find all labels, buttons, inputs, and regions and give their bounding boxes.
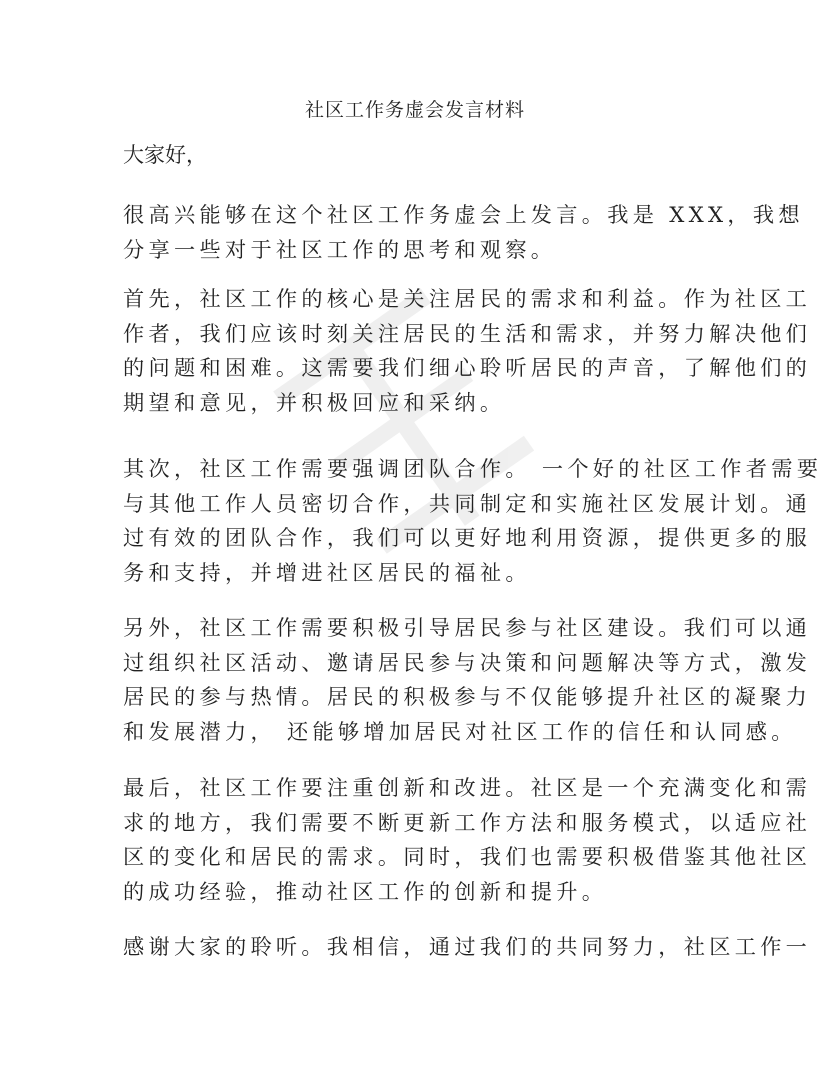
paragraph-fourth [123, 771, 812, 909]
text-line: 过组织社区活动、邀请居民参与决策和问题解决等方式，激发 [123, 649, 812, 675]
text-line: 另外，社区工作需要积极引导居民参与社区建设。我们可以通 [123, 615, 812, 640]
text-line: 首先，社区工作的核心是关注居民的需求和利益。作为社区工 [123, 286, 812, 311]
text-line: 期望和意见，并积极回应和采纳。 [123, 389, 506, 415]
text-line: 居民的参与热情。居民的积极参与不仅能够提升社区的凝聚力 [123, 684, 812, 709]
text-line: 分享一些对于社区工作的思考和观察。 [123, 236, 557, 262]
greeting: 大家好， [123, 143, 207, 167]
text-line: 感谢大家的聆听。我相信，通过我们的共同努力，社区工作一 [123, 934, 812, 959]
text-line: 的问题和困难。这需要我们细心聆听居民的声音，了解他们的 [123, 355, 812, 380]
text-line: 作者，我们应该时刻关注居民的生活和需求，并努力解决他们 [123, 320, 812, 346]
paragraph-intro [123, 198, 804, 267]
paragraph-third [123, 611, 812, 749]
text-line: 求的地方，我们需要不断更新工作方法和服务模式，以适应社 [123, 809, 812, 835]
text-line: 很高兴能够在这个社区工作务虚会上发言。我是 XXX，我想 [123, 202, 804, 227]
text-line: 与其他工作人员密切合作，共同制定和实施社区发展计划。通 [123, 490, 812, 516]
text-line: 区的变化和居民的需求。同时，我们也需要积极借鉴其他社区 [123, 844, 812, 869]
text-line: 和发展潜力， 还能够增加居民对社区工作的信任和认同感。 [123, 718, 797, 744]
document-title: 社区工作务虚会发言材料 [304, 99, 525, 121]
text-line: 的成功经验，推动社区工作的创新和提升。 [123, 878, 608, 904]
paragraph-second [123, 452, 823, 590]
paragraph-first [123, 282, 812, 420]
text-line: 务和支持，并增进社区居民的福祉。 [123, 559, 531, 585]
text-line: 过有效的团队合作，我们可以更好地利用资源，提供更多的服 [123, 525, 812, 550]
text-line: 最后，社区工作要注重创新和改进。社区是一个充满变化和需 [123, 775, 812, 800]
text-line: 其次，社区工作需要强调团队合作。 一个好的社区工作者需要 [123, 456, 823, 481]
paragraph-closing [123, 930, 812, 965]
